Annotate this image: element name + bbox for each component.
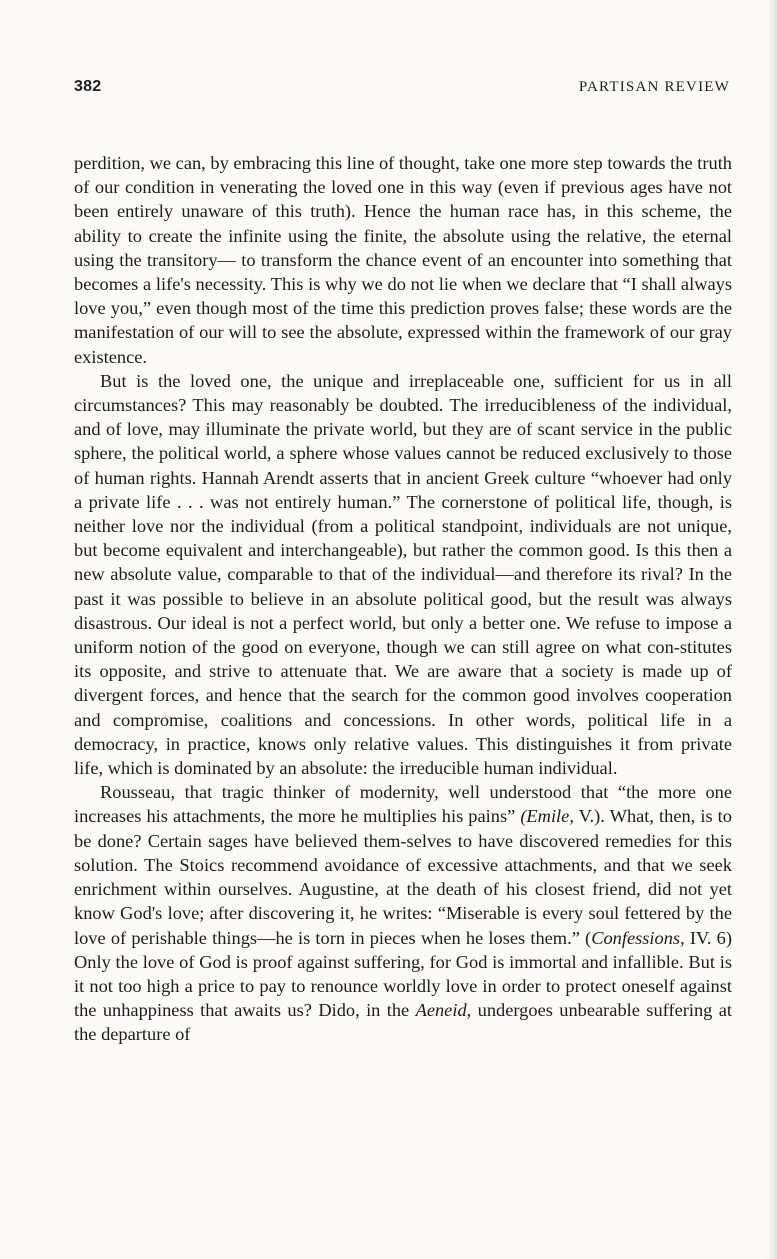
running-head xyxy=(74,78,730,100)
paragraph-3 xyxy=(74,780,732,1046)
paragraph-3-text-c: IV. 6) Only the love of God is proof against suffering, for God is immortal and infallible. But is it not too high a price to pay to renounce worldly love in order to protect oneself against the unhappiness that awaits us? Dido, in the xyxy=(74,927,732,1021)
paragraph-3-text-b: V.). What, then, is to be done? Certain sages have believed them-selves to have discovered remedies for this solution. The Stoics recommend avoidance of excessive attachments, and that we seek enrichment within ourselves. Augustine, at the death of his closest friend, did not yet know God's love; after discovering it, he writes: “Miserable is every soul fettered by the love of perishable things—he is torn in pieces when he loses them.” ( xyxy=(74,806,732,948)
paragraph-3-text-a: Rousseau, that tragic thinker of modernity, well understood that “the more one increases his attachments, the more he multiplies his pains” xyxy=(74,782,732,827)
page-edge-shadow xyxy=(767,0,777,1259)
page-number: 382 xyxy=(74,78,102,95)
title-aeneid: Aeneid, xyxy=(415,1000,472,1021)
paragraph-1: perdition, we can, by embracing this line of thought, take one more step towards the truth of our condition in venerating the loved one in this way (even if previous ages have not been entirely unaware of this truth). Hence the human race has, in this scheme, the ability to create the infinite using the finite, the absolute using the relative, the eternal using the transitory— to transform the chance event of an encounter into something that becomes a life's necessity. This is why we do not lie when we declare that “I shall always love you,” even though most of the time this prediction proves false; these words are the manifestation of our will to see the absolute, expressed within the framework of our gray existence. xyxy=(74,153,732,367)
title-confessions: Confessions, xyxy=(591,927,685,948)
paragraph-3-text-d: undergoes unbearable suffering at the departure of xyxy=(74,1000,732,1045)
article-body xyxy=(74,151,732,1047)
journal-title: PARTISAN REVIEW xyxy=(578,79,730,95)
title-emile: (Emile, xyxy=(520,806,574,827)
paragraph-2: But is the loved one, the unique and irreplaceable one, sufficient for us in all circumstances? This may reasonably be doubted. The irreducibleness of the individual, and of love, may illuminate the private world, but they are of scant service in the public sphere, the political world, a sphere whose values cannot be reduced exclusively to those of human rights. Hannah Arendt asserts that in ancient Greek culture “whoever had only a private life . . . was not entirely human.” The cornerstone of political life, though, is neither love nor the individual (from a political standpoint, individuals are not unique, but become equivalent and interchangeable), but rather the common good. Is this then a new absolute value, comparable to that of the individual—and therefore its rival? In the past it was possible to believe in an absolute political good, but the result was always disastrous. Our ideal is not a perfect world, but only a better one. We refuse to impose a uniform notion of the good on everyone, though we can still agree on what con-stitutes its opposite, and strive to attenuate that. We are aware that a society is made up of divergent forces, and hence that the search for the common good involves cooperation and compromise, coalitions and concessions. In other words, political life in a democracy, in practice, knows only relative values. This distinguishes it from private life, which is dominated by an absolute: the irreducible human individual. xyxy=(74,370,732,779)
